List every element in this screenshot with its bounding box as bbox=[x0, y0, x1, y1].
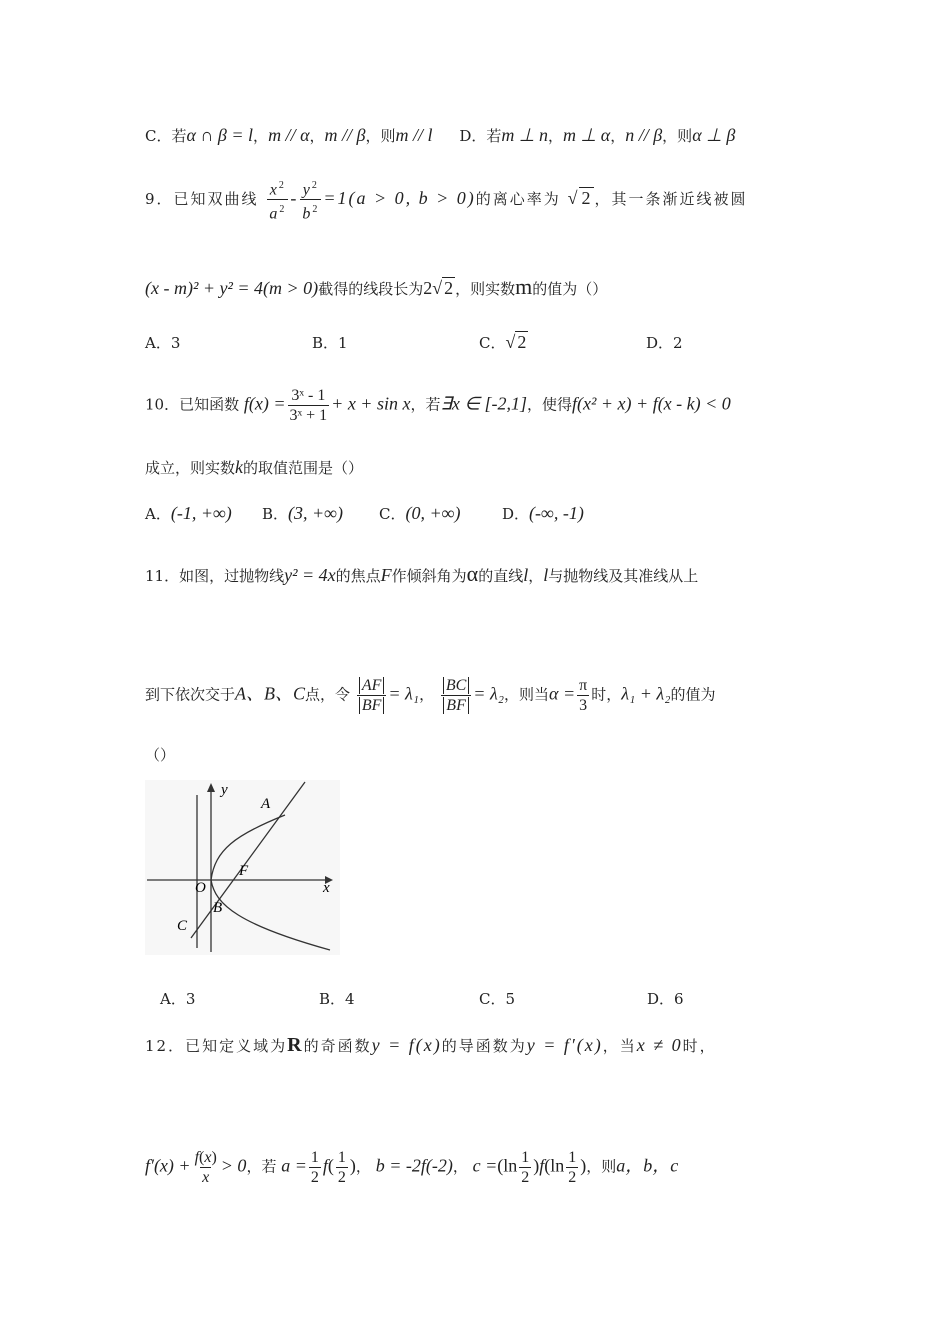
q12-number: 12． bbox=[145, 1037, 186, 1055]
q10-option-a[interactable]: A．(-1, +∞) bbox=[145, 503, 232, 523]
q12-line2: f′(x) + $\frac{f(x)}{x}$ > 0，若 a = $\frac{1}{2}$ f( $\frac{1}{2}$ )， b = -2f(-2)， c =(ln $\frac{1}{2}$ )f(ln $\frac{1}{2}$ )，则a，b，c bbox=[145, 1149, 679, 1186]
label-point-b: B bbox=[213, 900, 223, 916]
label-y: y bbox=[221, 782, 228, 798]
q10-line2: 成立，则实数k的取值范围是（） bbox=[145, 457, 364, 477]
q10-option-d[interactable]: D．(-∞, -1) bbox=[502, 503, 584, 523]
q11-answer-paren: （） bbox=[145, 746, 176, 764]
label-x: x bbox=[323, 880, 330, 896]
q10-func-frac: $\frac{\text{3ˣ - 1}}{\text{3ˣ + 1}}$ bbox=[289, 387, 328, 424]
label-focus-f: F bbox=[239, 863, 249, 879]
q11-option-d[interactable]: D．6 bbox=[647, 990, 684, 1008]
q9-option-a[interactable]: A．3 bbox=[145, 334, 181, 352]
q9-circle-equation: (x - m)² + y² = 4(m > 0) bbox=[145, 278, 319, 298]
q11-option-a[interactable]: A．3 bbox=[160, 990, 196, 1008]
q11-parabola-figure bbox=[145, 780, 340, 955]
q10-option-c[interactable]: C．(0, +∞) bbox=[379, 503, 461, 523]
q9-number: 9． bbox=[145, 189, 174, 208]
q11-option-c[interactable]: C．5 bbox=[479, 990, 516, 1008]
q11-option-b[interactable]: B．4 bbox=[319, 990, 355, 1008]
q8-options-cd: C．若α ∩ β = l，m // α，m // β，则m // l D．若m ⊥ n，m ⊥ α，n // β，则α ⊥ β bbox=[145, 125, 736, 145]
q9-frac-x: $\frac{x^2}{a^2}$ bbox=[269, 180, 287, 223]
q9-option-d[interactable]: D．2 bbox=[646, 334, 683, 352]
q9-line2: (x - m)² + y² = 4(m > 0)截得的线段长为2√ 2 ，则实数m的值为（） bbox=[145, 274, 608, 299]
label-origin-o: O bbox=[195, 880, 206, 896]
q9-frac-y: $\frac{y^2}{b^2}$ bbox=[302, 180, 320, 223]
q9-option-b[interactable]: B．1 bbox=[312, 334, 348, 352]
q9-option-c[interactable]: C．√ 2 bbox=[479, 332, 527, 352]
label-point-c: C bbox=[177, 918, 188, 934]
q9-line1: 9．已知双曲线 $\frac{x^2}{a^2}$ - $\frac{y^2}{b^2}$ =1(a > 0, b > 0)的离心率为 √ 2 ，其一条渐近线被圆 bbox=[145, 176, 807, 224]
q8-option-d-label: D．若 bbox=[459, 127, 502, 145]
q12-line1: 12．已知定义域为R的奇函数y = f(x)的导函数为y = f′(x)，当x ≠ 0时， bbox=[145, 1034, 717, 1056]
q10-option-b[interactable]: B．(3, +∞) bbox=[262, 503, 343, 523]
q10-number: 10． bbox=[145, 395, 180, 414]
q11-number: 11． bbox=[145, 567, 180, 585]
q11-line1: 11．如图，过抛物线y² = 4x的焦点F作倾斜角为α的直线l，l与抛物线及其准线从上 bbox=[145, 561, 699, 586]
q10-line1: 10．已知函数 f(x) = $\frac{\text{3ˣ - 1}}{\text{3ˣ + 1}}$ + x + sin x，若∃x ∈ [-2,1]，使得f(x² + x) + f(x - k) < 0 bbox=[145, 387, 731, 424]
q11-figure-svg bbox=[145, 780, 340, 955]
q9-ecc-sqrt: √ 2 bbox=[567, 187, 593, 208]
q11-line2: 到下依次交于A、B、C点，令 $\frac{AF}{BF}$ = λ₁， $\frac{BC}{BF}$ = λ₂，则当α = $\frac{\pi}{3}$ 时，λ₁ + λ₂的值为 bbox=[145, 677, 716, 714]
q8-option-c-label: C．若 bbox=[145, 127, 187, 145]
label-point-a: A bbox=[261, 796, 271, 812]
